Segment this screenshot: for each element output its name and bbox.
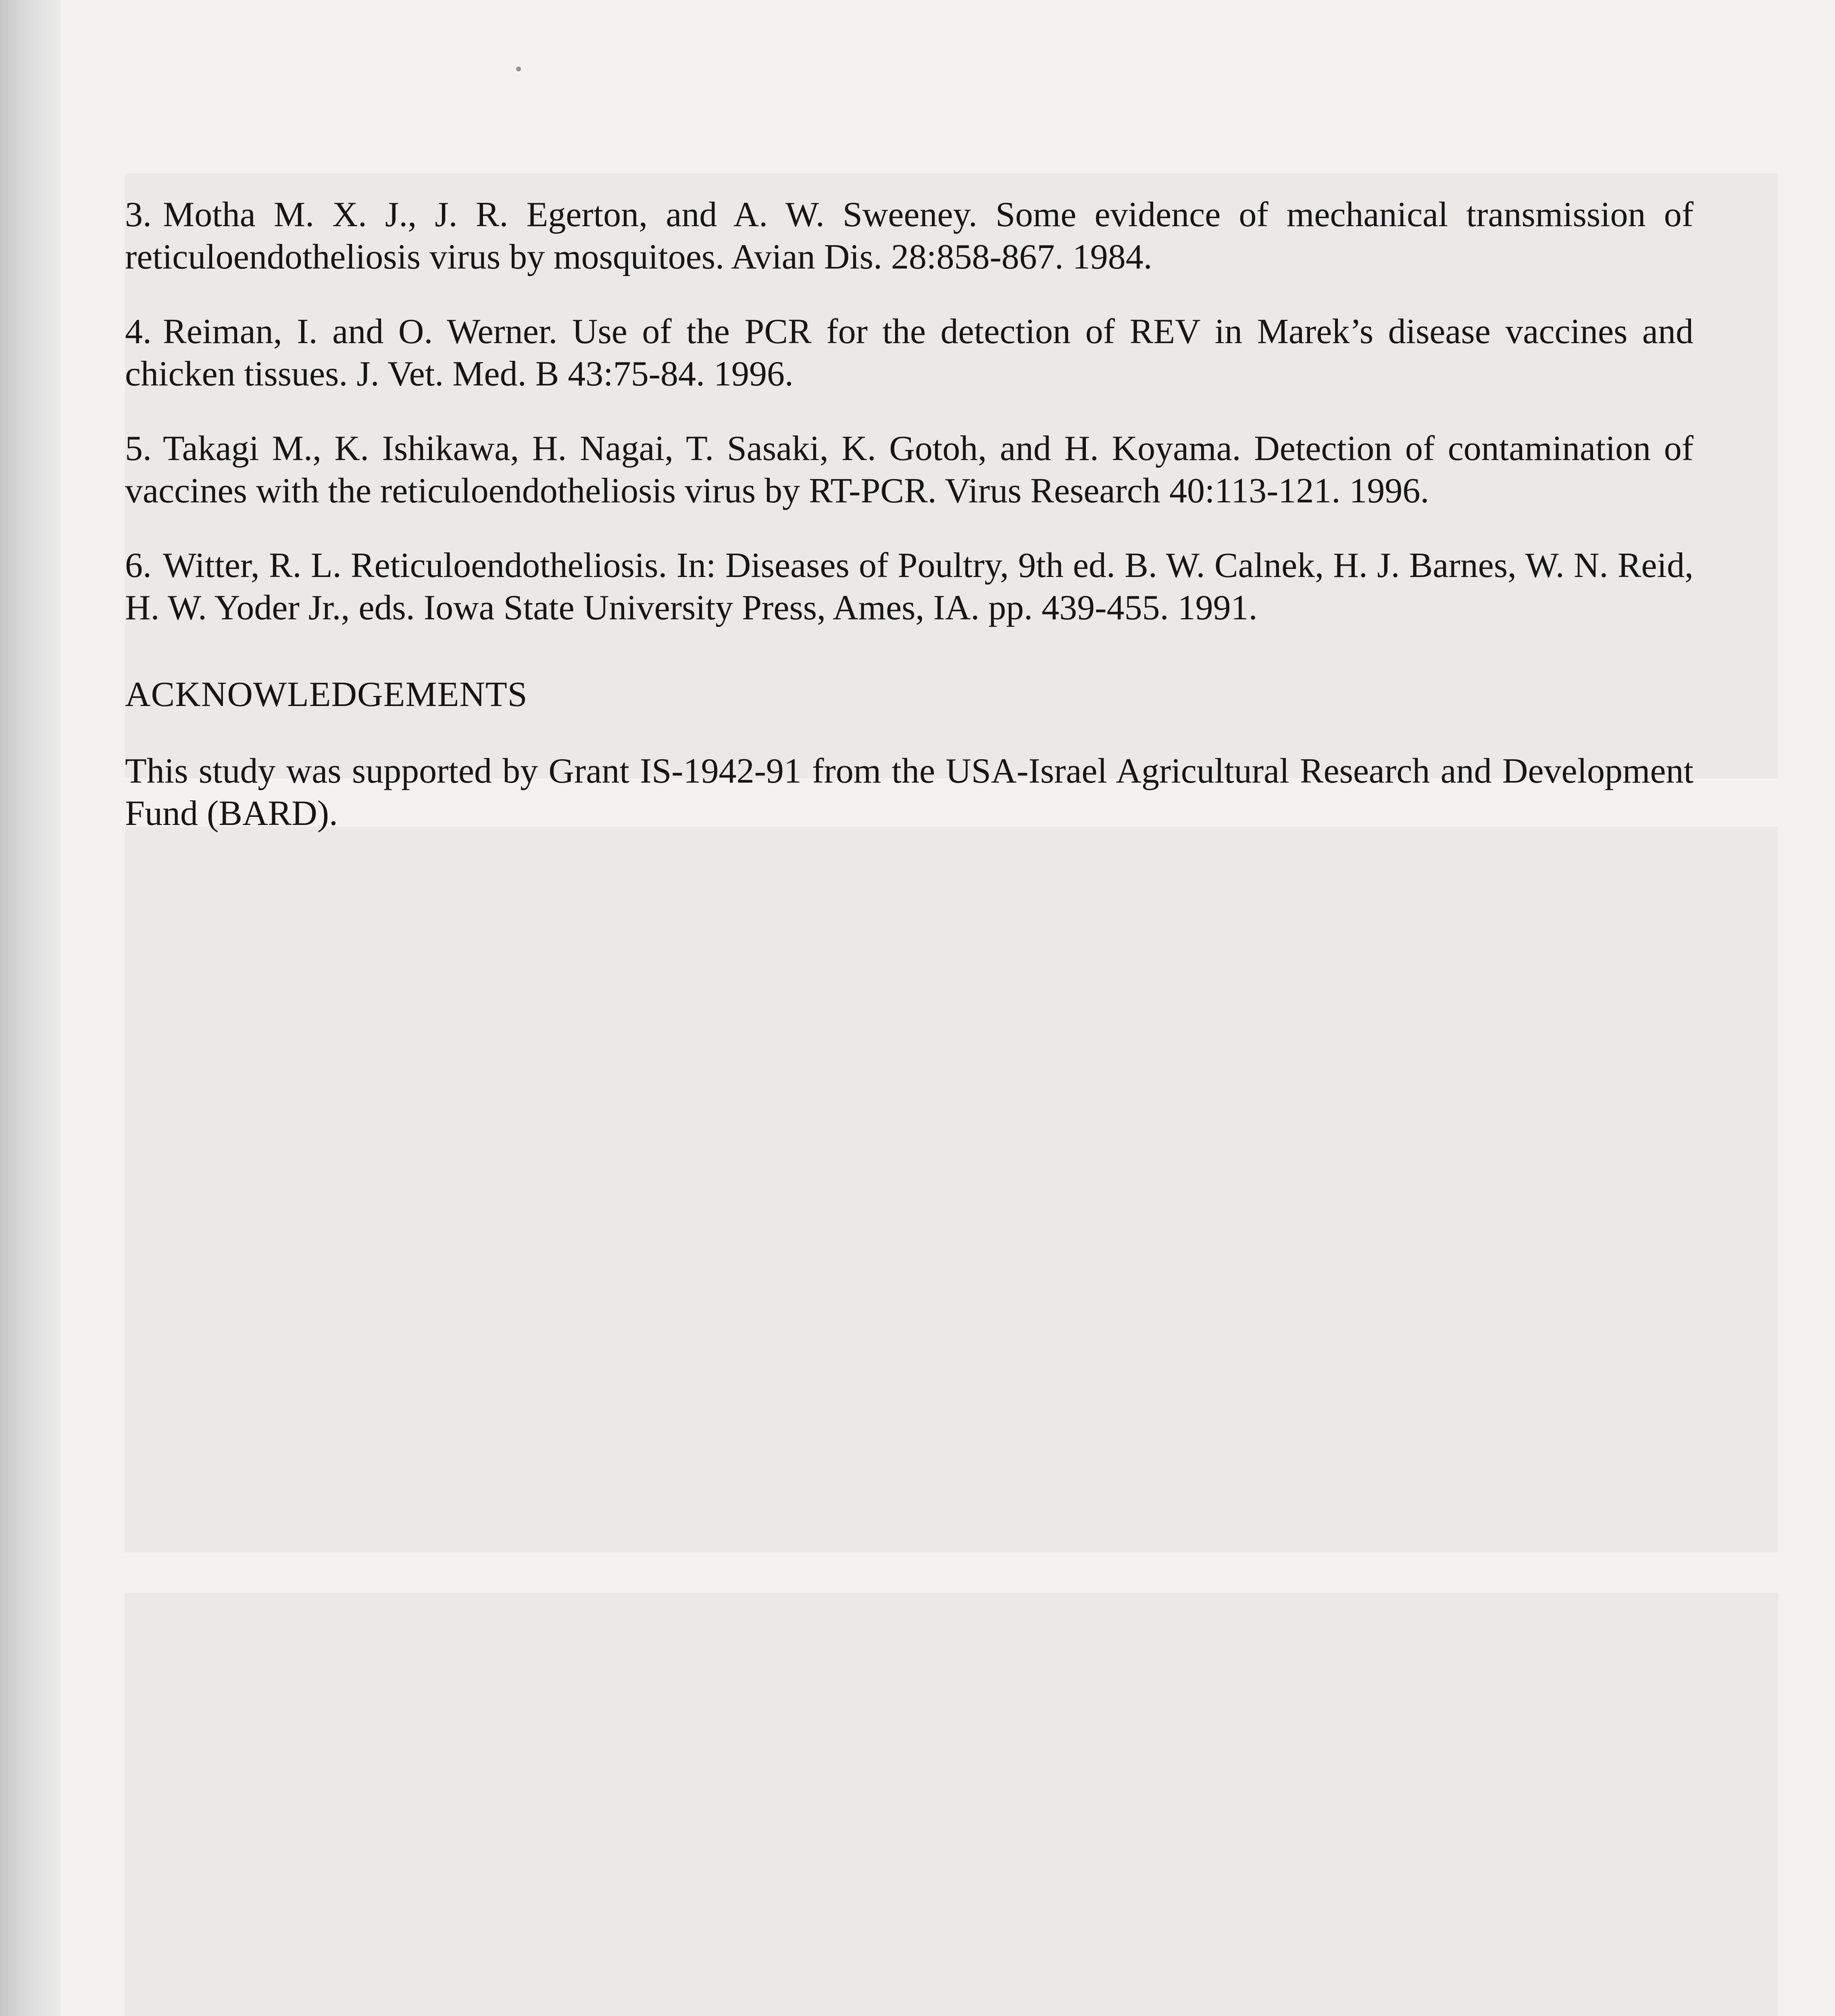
reference-item bbox=[125, 194, 1693, 278]
main-content bbox=[125, 194, 1693, 835]
scan-speck bbox=[516, 67, 521, 71]
reference-number: 3. bbox=[125, 195, 152, 234]
book-spine-shadow bbox=[0, 0, 60, 2016]
bleed-through-block-bottom bbox=[125, 1593, 1778, 2016]
reference-text: Takagi M., K. Ishikawa, H. Nagai, T. Sasaki, K. Gotoh, and H. Koyama. Detection of contamination of vaccines with the reticuloendotheliosis virus by RT-PCR. Virus Research 40:113-121. 1996. bbox=[125, 429, 1693, 510]
reference-text: Witter, R. L. Reticuloendotheliosis. In: Diseases of Poultry, 9th ed. B. W. Calnek, H. J. Barnes, W. N. Reid, H. W. Yoder Jr., eds. Iowa State University Press, Ames, IA. pp. 439-455. 1991. bbox=[125, 546, 1693, 627]
reference-text: Motha M. X. J., J. R. Egerton, and A. W. Sweeney. Some evidence of mechanical transmission of reticuloendotheliosis virus by mosquitoes. Avian Dis. 28:858-867. 1984. bbox=[125, 195, 1693, 277]
reference-text: Reiman, I. and O. Werner. Use of the PCR for the detection of REV in Marek’s disease vaccines and chicken tissues. J. Vet. Med. B 43:75-84. 1996. bbox=[125, 312, 1693, 394]
reference-item bbox=[125, 310, 1693, 395]
reference-number: 6. bbox=[125, 546, 152, 585]
bleed-through-block-middle bbox=[125, 827, 1778, 1552]
reference-item bbox=[125, 544, 1693, 629]
reference-number: 4. bbox=[125, 312, 152, 351]
reference-item bbox=[125, 427, 1693, 512]
acknowledgements-text: This study was supported by Grant IS-1942-91 from the USA-Israel Agricultural Research and Development Fund (BARD). bbox=[125, 752, 1693, 833]
reference-number: 5. bbox=[125, 429, 152, 468]
acknowledgements-heading: ACKNOWLEDGEMENTS bbox=[125, 675, 528, 714]
